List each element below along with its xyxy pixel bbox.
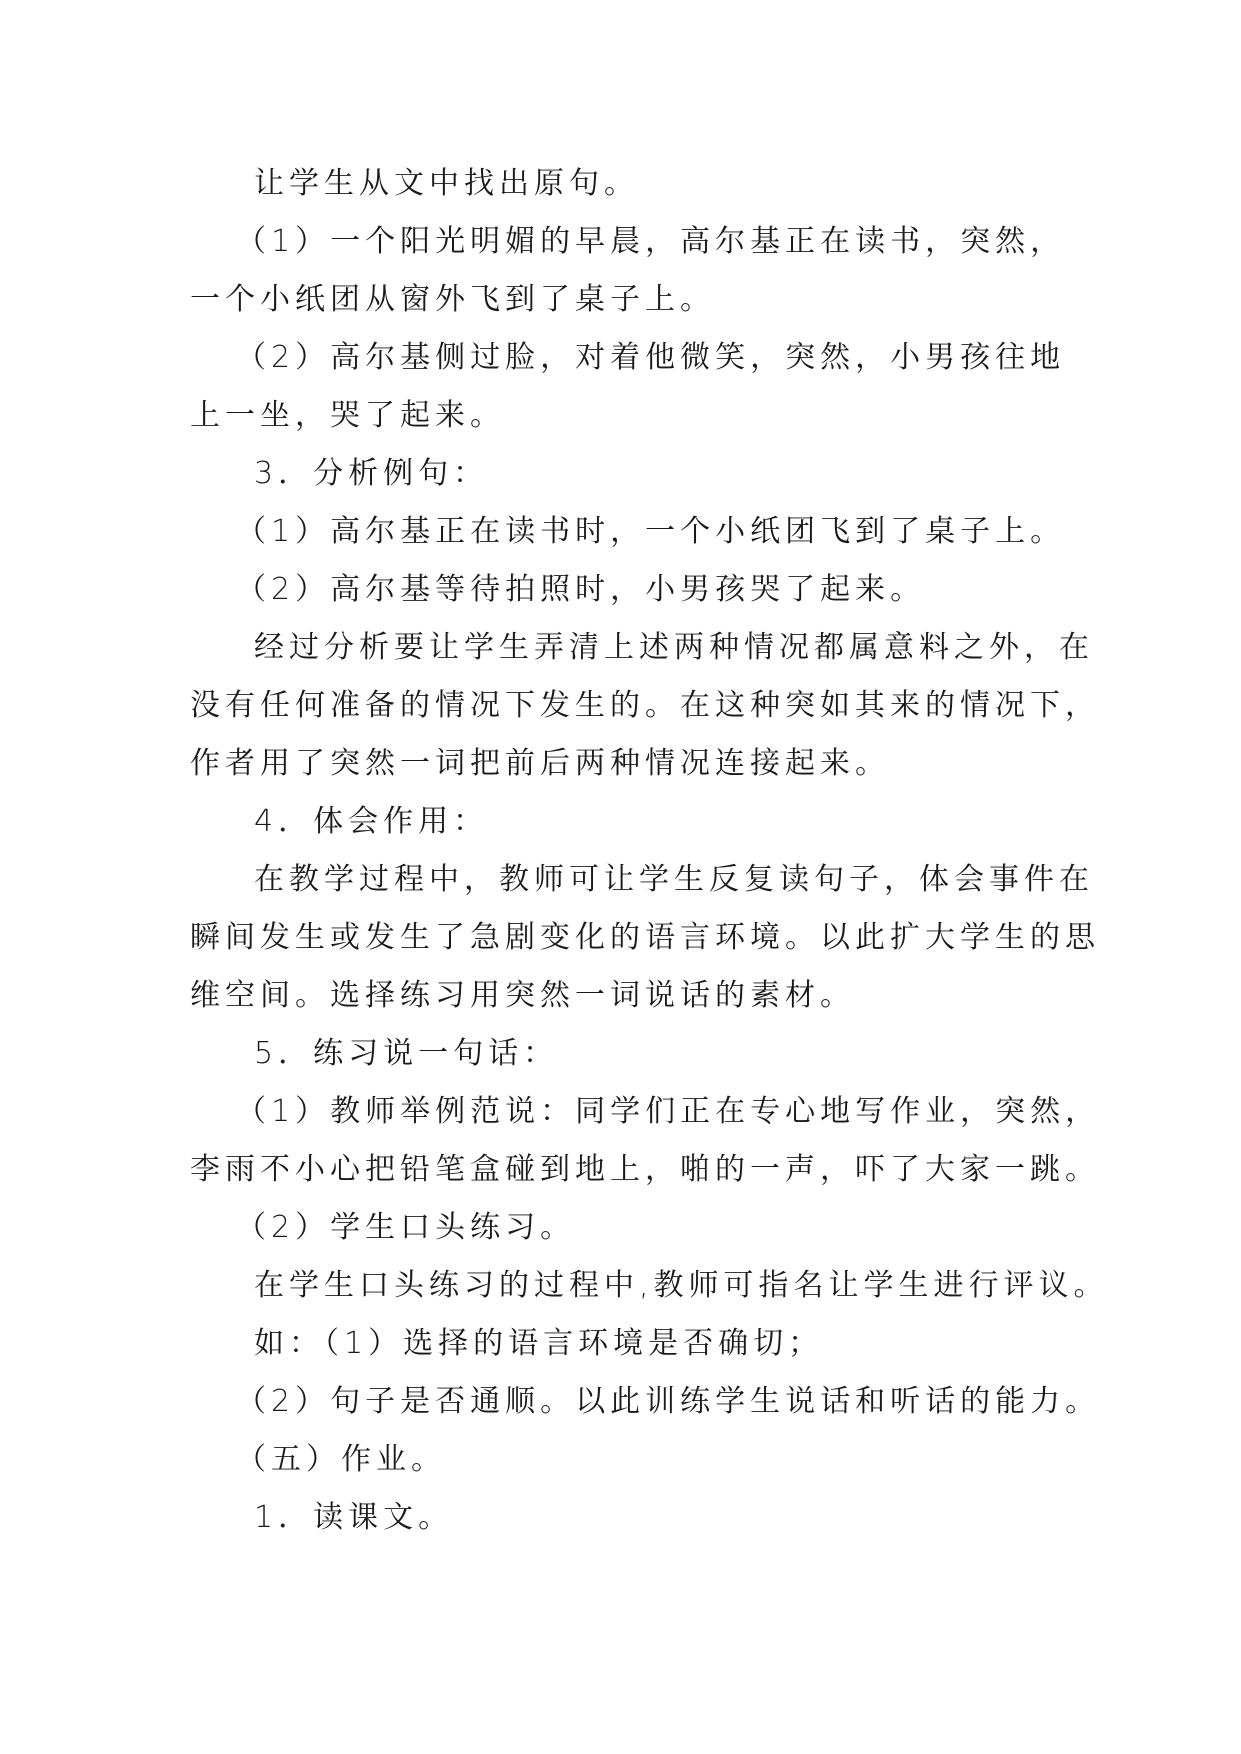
text-line: 李雨不小心把铅笔盒碰到地上，啪的一声，吓了大家一跳。 xyxy=(190,1152,1100,1187)
text-line: 没有任何准备的情况下发生的。在这种突如其来的情况下， xyxy=(190,688,1100,723)
text-line: 在学生口头练习的过程中,教师可指名让学生进行评议。 xyxy=(254,1268,1109,1303)
text-line: 在教学过程中，教师可让学生反复读句子，体会事件在 xyxy=(254,862,1094,897)
text-line: （2）高尔基等待拍照时，小男孩哭了起来。 xyxy=(236,572,926,607)
text-line: 作者用了突然一词把前后两种情况连接起来。 xyxy=(190,746,890,781)
text-line: 3．分析例句： xyxy=(254,456,489,491)
text-line: 维空间。选择练习用突然一词说话的素材。 xyxy=(190,978,855,1013)
text-line: 如：（1）选择的语言环境是否确切； xyxy=(254,1326,824,1361)
text-line: （2）句子是否通顺。以此训练学生说话和听话的能力。 xyxy=(236,1384,1101,1419)
document-body xyxy=(190,155,1109,1547)
text-line: 让学生从文中找出原句。 xyxy=(254,166,639,201)
text-line: （2）高尔基侧过脸，对着他微笑，突然，小男孩往地 xyxy=(236,340,1066,375)
text-line: 1．读课文。 xyxy=(254,1500,454,1535)
text-line: （1）一个阳光明媚的早晨，高尔基正在读书，突然， xyxy=(236,224,1066,259)
text-line: （1）高尔基正在读书时，一个小纸团飞到了桌子上。 xyxy=(236,514,1066,549)
text-line: 经过分析要让学生弄清上述两种情况都属意料之外，在 xyxy=(254,630,1094,665)
text-line: 上一坐，哭了起来。 xyxy=(190,398,505,433)
text-line: 4．体会作用： xyxy=(254,804,489,839)
text-line: （五）作业。 xyxy=(236,1442,446,1477)
text-line: （2）学生口头练习。 xyxy=(236,1210,576,1245)
text-line: 一个小纸团从窗外飞到了桌子上。 xyxy=(190,282,715,317)
text-line: 瞬间发生或发生了急剧变化的语言环境。以此扩大学生的思 xyxy=(190,920,1100,955)
text-line: （1）教师举例范说：同学们正在专心地写作业，突然， xyxy=(236,1094,1101,1129)
text-line: 5．练习说一句话： xyxy=(254,1036,559,1071)
